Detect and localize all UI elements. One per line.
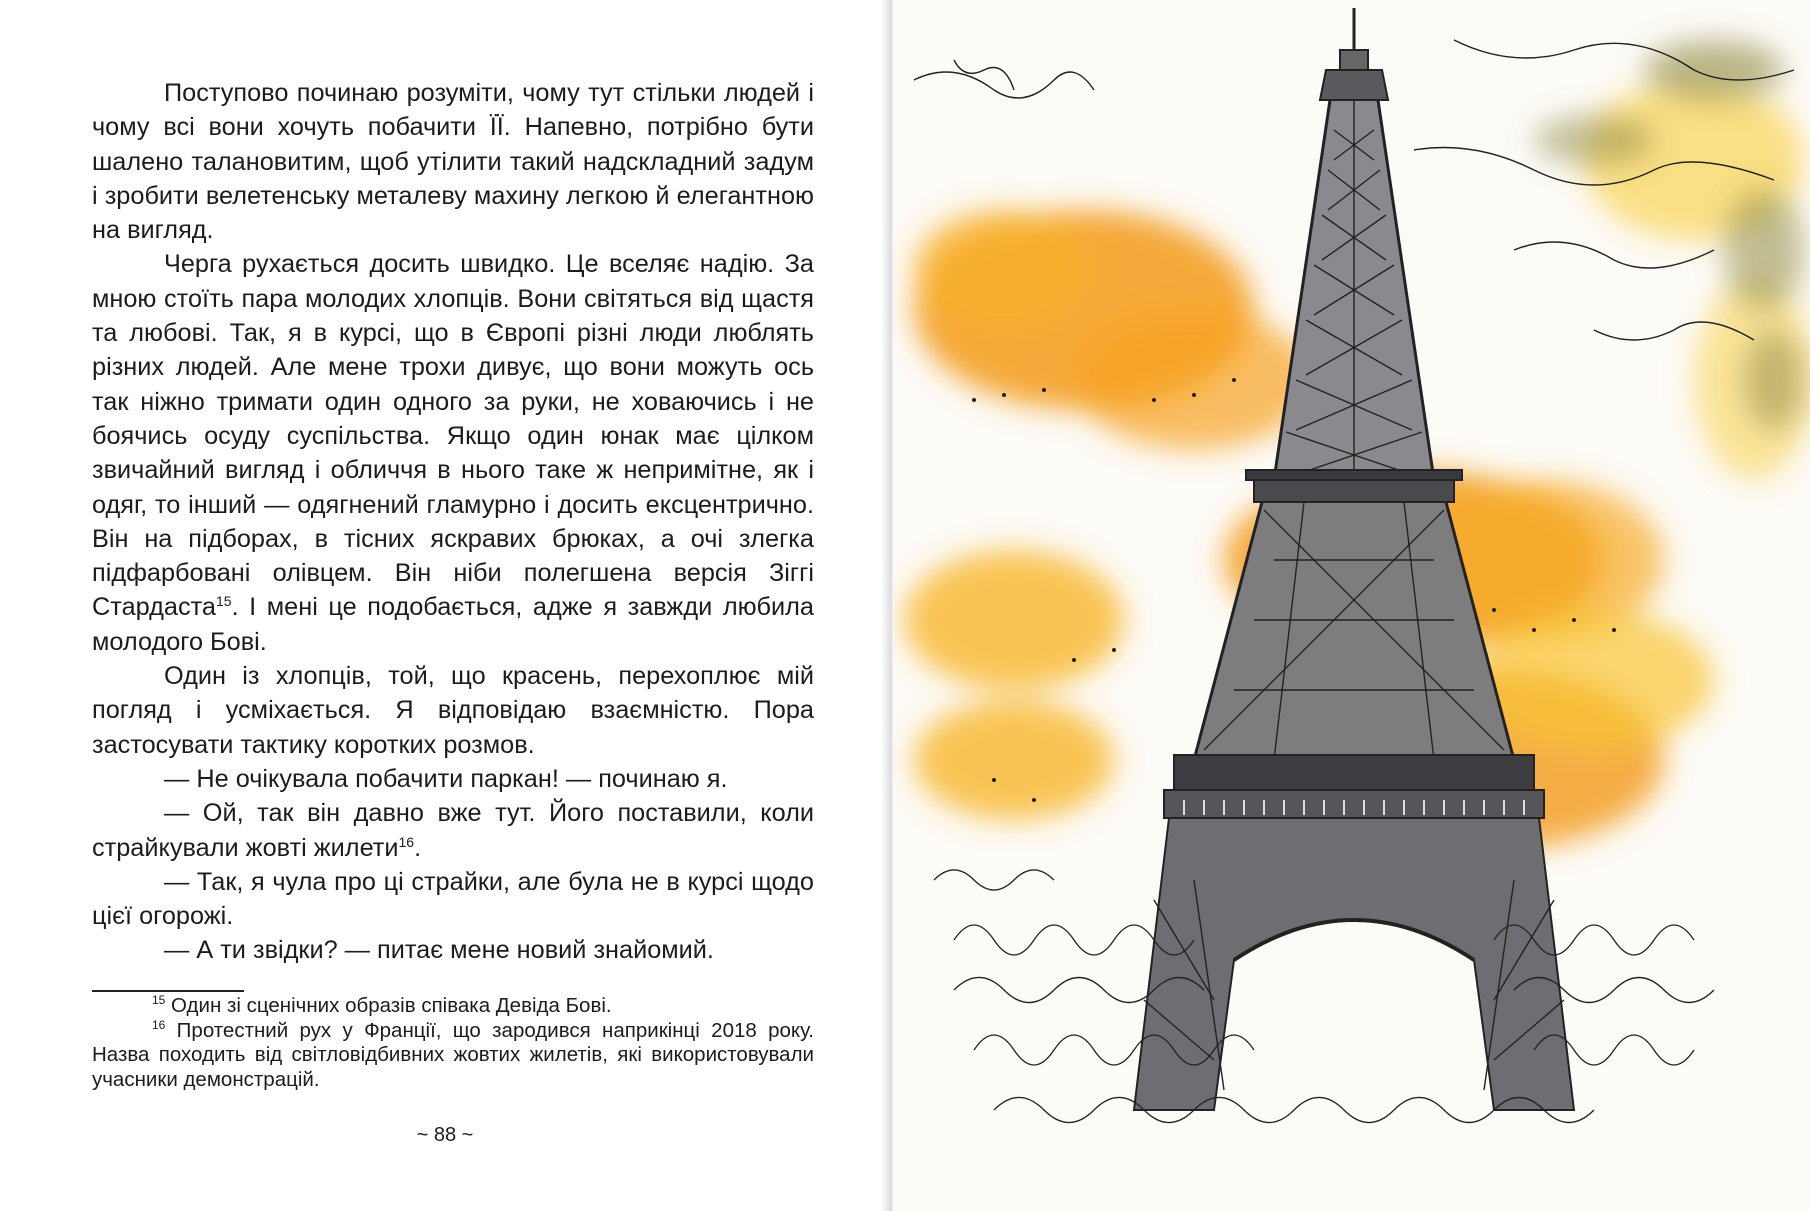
footnote-number: 16 <box>152 1017 166 1032</box>
footnote-reference: 15 <box>215 593 232 610</box>
paragraph-text: — Не очікувала побачити паркан! — починаю я. <box>164 764 728 793</box>
body-text <box>92 76 814 968</box>
footnote <box>92 994 814 1019</box>
footnote-number: 15 <box>152 993 166 1007</box>
paragraph-text: Черга рухається досить швидко. Це вселяє надію. За мною стоїть пара молодих хлопців. Вони світяться від щастя та любові. Так, я в курсі, що в Європі різні люди люблять різних людей. Але мене трохи дивує, що вони можуть ось так ніжно тримати один одного за руки, не ховаючись і не боячись осуду суспільства. Якщо один юнак має цілком звичайний вигляд і обличчя в нього таке ж непримітне, як і одяг, то інший — одягнений гламурно і досить ексцентрично. Він на підборах, в тісних яскравих брюках, а очі злегка підфарбовані олівцем. Він ніби полегшена версія Зіггі Стардаста <box>92 250 814 622</box>
paragraph-text: — А ти звідки? — питає мене новий знайомий. <box>164 936 714 965</box>
paragraph-text: . <box>414 833 422 862</box>
paragraph <box>92 762 814 796</box>
footnote <box>92 1019 814 1093</box>
left-page <box>0 0 880 1211</box>
paragraph-text: . І мені це подобається, адже я завжди любила молодого Бові. <box>92 593 814 656</box>
footnote-reference: 16 <box>398 833 415 850</box>
paragraph-text: — Так, я чула про ці страйки, але була не в курсі щодо цієї огорожі. <box>92 867 814 931</box>
book-gutter <box>880 0 894 1211</box>
paragraph <box>92 247 814 659</box>
right-page <box>894 0 1810 1211</box>
paragraph <box>92 865 814 934</box>
paragraph <box>92 933 814 967</box>
paragraph <box>92 76 814 247</box>
paragraph <box>92 659 814 762</box>
paragraph <box>92 796 814 865</box>
footnote-text: Один зі сценічних образів співака Девіда Бові. <box>165 994 612 1017</box>
eiffel-tower-illustration <box>894 0 1810 1211</box>
paragraph-text: Поступово починаю розуміти, чому тут стільки людей і чому всі вони хочуть побачити ЇЇ. Напевно, потрібно бути шалено талановитим, щоб утілити такий надскладний задум і зробити велетенську металеву махину легкою й елегантною на вигляд. <box>92 79 814 245</box>
paragraph-text: Один із хлопців, той, що красень, перехоплює мій погляд і усміхається. Я відповідаю взаємністю. Пора застосувати тактику коротких розмов. <box>92 662 814 759</box>
page-number: ~ 88 ~ <box>416 1124 474 1146</box>
paragraph-text: — Ой, так він давно вже тут. Його поставили, коли страйкували жовті жилети <box>92 799 814 862</box>
footnote-divider <box>92 990 244 992</box>
footnotes <box>92 994 814 1092</box>
footnote-text: Протестний рух у Франції, що зародився наприкінці 2018 року. Назва походить від світловідбивних жовтих жилетів, які використовували учасники демонстрацій. <box>92 1018 814 1091</box>
